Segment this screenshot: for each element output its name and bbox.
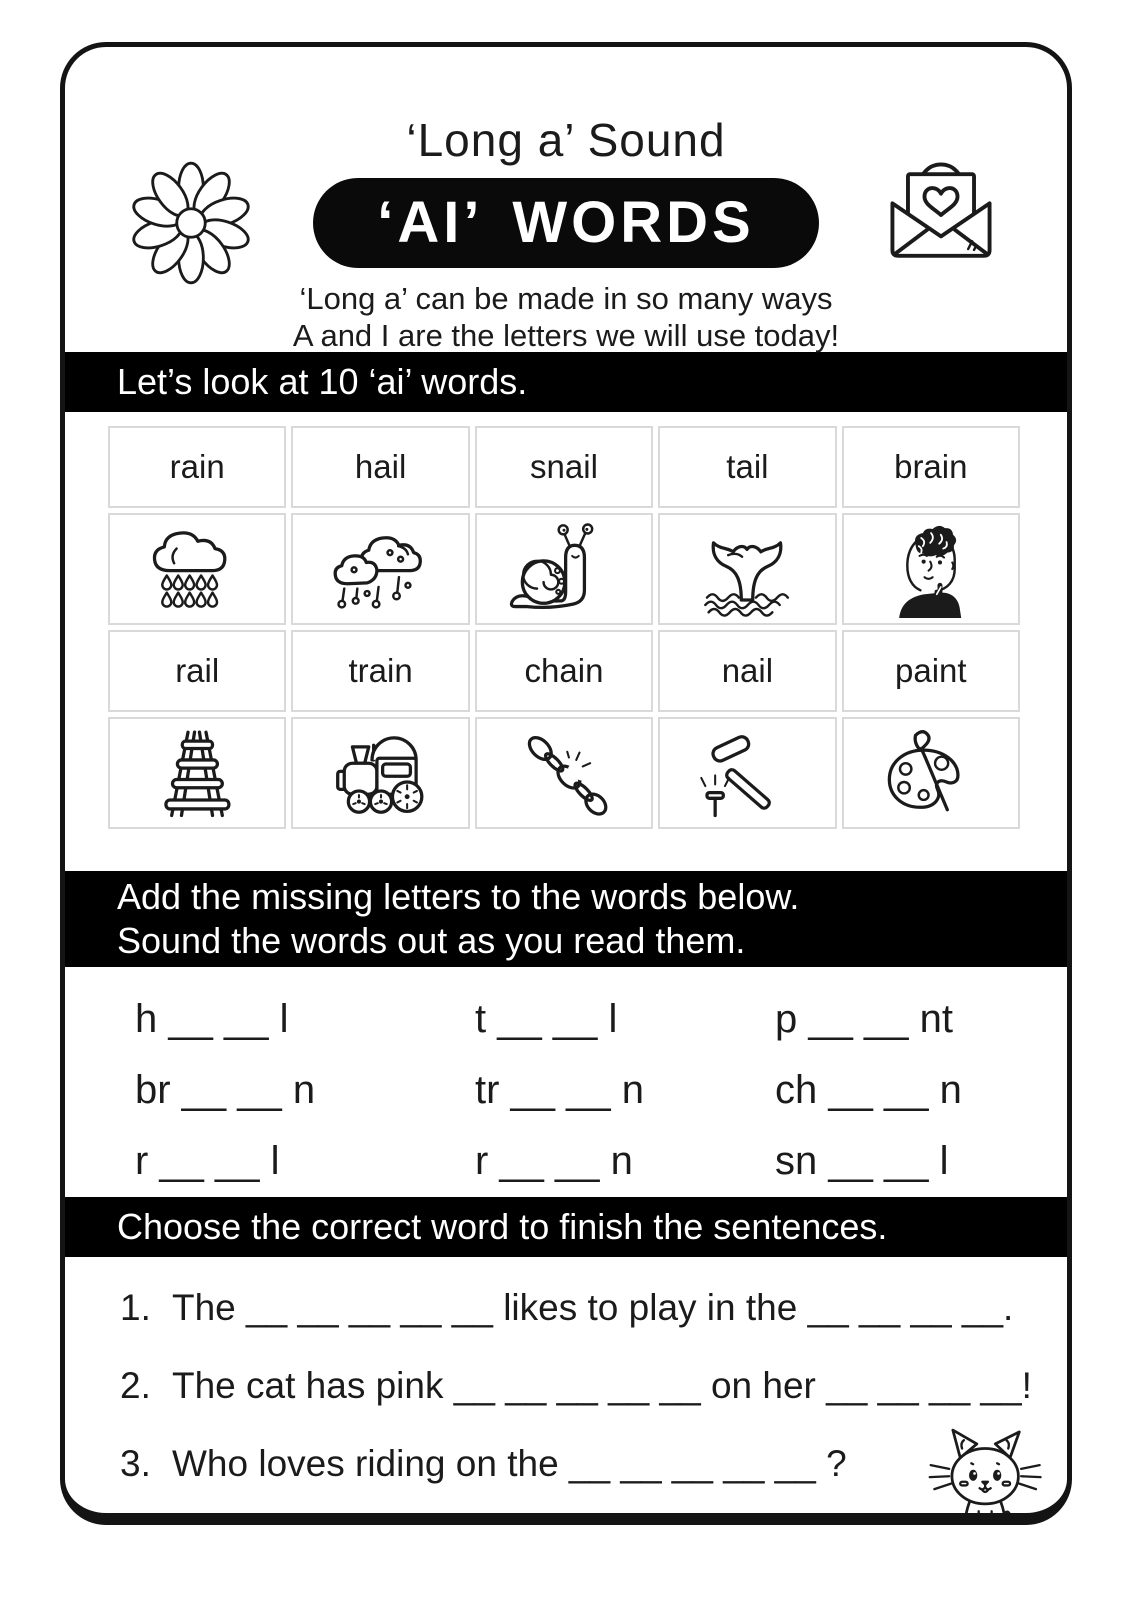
- worksheet-card: [60, 42, 1072, 1525]
- sentence-1-text: The __ __ __ __ __ likes to play in the __ __ __ __.: [172, 1287, 1014, 1328]
- fill-blank-rail: r __ __ l: [135, 1139, 280, 1183]
- thinking-head-icon: [842, 513, 1020, 625]
- fill-blank-hail: h __ __ l: [135, 997, 289, 1041]
- fill-blank-paint: p __ __ nt: [775, 997, 953, 1041]
- hammer-and-nail-icon: [658, 717, 836, 829]
- fill-in-words: [65, 984, 1067, 1197]
- fill-row-2: [65, 1055, 1067, 1126]
- fill-blank-train: tr __ __ n: [475, 1068, 645, 1112]
- snail-icon: [475, 513, 653, 625]
- section-sentences-heading-bar: [65, 1197, 1067, 1257]
- kitten-icon: [917, 1419, 1057, 1525]
- subtitle-line-2: A and I are the letters we will use today!: [292, 318, 840, 353]
- sentences-heading: Choose the correct word to finish the sentences.: [117, 1206, 888, 1247]
- sentence-2: [65, 1347, 1067, 1425]
- ai-words-badge: ‘AI’ WORDS: [313, 178, 818, 268]
- missing-letters-heading-line-2: Sound the words out as you read them.: [117, 920, 746, 961]
- page-title: ‘Long a’ Sound: [406, 114, 726, 166]
- word-label-paint: paint: [842, 630, 1020, 712]
- fill-blank-snail: sn __ __ l: [775, 1139, 949, 1183]
- fill-blank-brain: br __ __ n: [135, 1068, 316, 1112]
- fill-row-3: [65, 1126, 1067, 1197]
- word-label-tail: tail: [658, 426, 836, 508]
- word-label-nail: nail: [658, 630, 836, 712]
- word-label-hail: hail: [291, 426, 469, 508]
- hail-clouds-icon: [291, 513, 469, 625]
- word-label-train: train: [291, 630, 469, 712]
- word-label-snail: snail: [475, 426, 653, 508]
- sentence-2-number: 2.: [120, 1365, 151, 1406]
- chain-links-icon: [475, 717, 653, 829]
- rain-cloud-icon: [108, 513, 286, 625]
- paint-palette-brush-icon: [842, 717, 1020, 829]
- subtitle-line-1: ‘Long a’ can be made in so many ways: [299, 281, 833, 316]
- sentence-3-number: 3.: [120, 1443, 151, 1484]
- word-label-chain: chain: [475, 630, 653, 712]
- missing-letters-heading-line-1: Add the missing letters to the words below.: [117, 876, 800, 917]
- sentence-3-text: Who loves riding on the __ __ __ __ __ ?: [172, 1443, 847, 1484]
- whale-tail-icon: [658, 513, 836, 625]
- sentence-2-text: The cat has pink __ __ __ __ __ on her __ __ __ __!: [172, 1365, 1032, 1406]
- word-label-brain: brain: [842, 426, 1020, 508]
- fill-row-1: [65, 984, 1067, 1055]
- love-letter-icon: [873, 147, 1009, 288]
- sentence-1: [65, 1269, 1067, 1347]
- fill-blank-rain: r __ __ n: [475, 1139, 633, 1183]
- section-words-heading: Let’s look at 10 ‘ai’ words.: [117, 361, 528, 402]
- steam-train-icon: [291, 717, 469, 829]
- fill-blank-chain: ch __ __ n: [775, 1068, 962, 1112]
- railway-track-icon: [108, 717, 286, 829]
- ai-words-grid: [108, 426, 1020, 829]
- word-label-rail: rail: [108, 630, 286, 712]
- section-missing-letters-heading-bar: [65, 871, 1067, 967]
- word-label-rain: rain: [108, 426, 286, 508]
- daisy-flower-icon: [115, 147, 267, 304]
- section-words-heading-bar: [65, 352, 1067, 412]
- sentence-1-number: 1.: [120, 1287, 151, 1328]
- fill-blank-tail: t __ __ l: [475, 997, 618, 1041]
